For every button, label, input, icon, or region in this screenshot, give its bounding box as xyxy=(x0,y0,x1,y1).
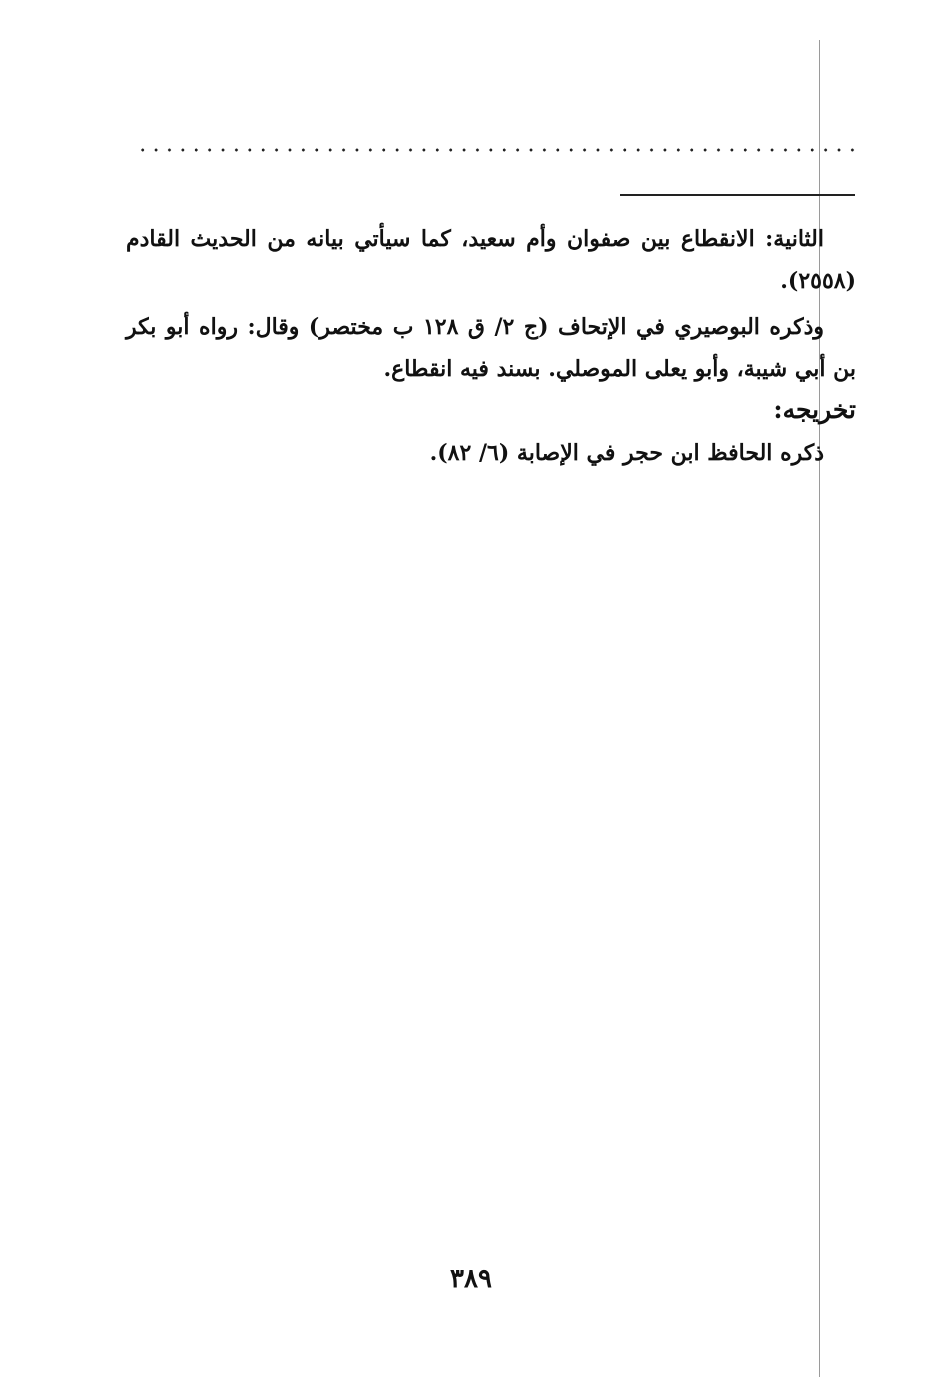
takhrij-text: ذكره الحافظ ابن حجر في الإصابة (٦/ ٨٢). xyxy=(429,440,824,466)
footnote-paragraph-2: وذكره البوصيري في الإتحاف (ج ٢/ ق ١٢٨ ب مختصر) وقال: رواه أبو بكر بن أبي شيبة، وأبو يعلى الموصلي. بسند فيه انقطاع. xyxy=(126,314,856,382)
takhrij-heading: تخريجه: xyxy=(773,395,856,424)
footnote-paragraph-1: الثانية: الانقطاع بين صفوان وأم سعيد، كما سيأتي بيانه من الحديث القادم (٢٥٥٨). xyxy=(126,226,856,294)
footnote-rule xyxy=(620,194,855,196)
page-number: ٣٨٩ xyxy=(450,1264,492,1294)
dotted-separator xyxy=(136,148,856,152)
